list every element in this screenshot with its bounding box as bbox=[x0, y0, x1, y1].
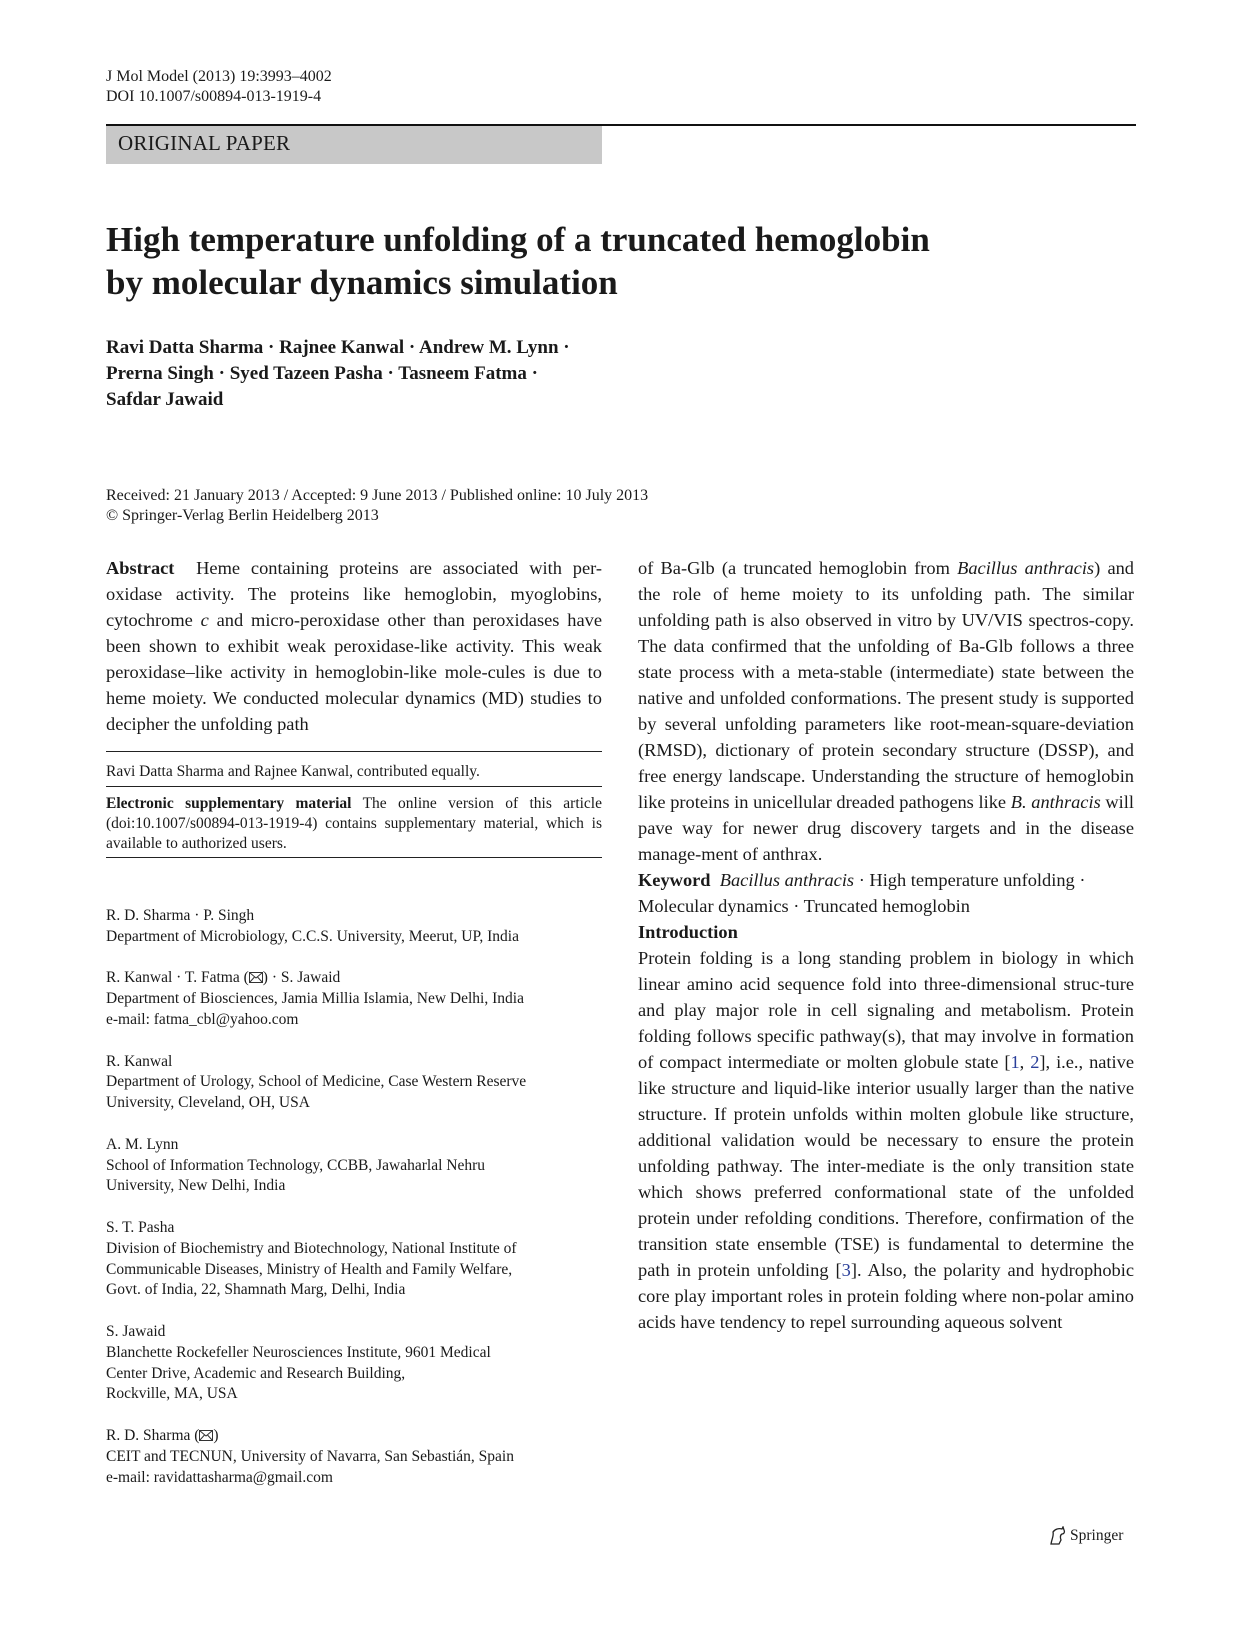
introduction-heading: Introduction bbox=[638, 922, 738, 942]
abstract-italic-c: c bbox=[200, 610, 209, 630]
affiliation-email: e-mail: ravidattasharma@gmail.com bbox=[106, 1468, 333, 1486]
affiliation-line: Rockville, MA, USA bbox=[106, 1385, 238, 1403]
affiliation-names-pre: R. D. Sharma ( bbox=[106, 1426, 200, 1444]
publisher-name: Springer bbox=[1070, 1527, 1124, 1544]
abstract-right-text-1: of Ba-Glb (a truncated hemoglobin from bbox=[638, 558, 958, 578]
abstract-right-italic-2: B. anthracis bbox=[1010, 792, 1101, 812]
citation-link-3[interactable]: 3 bbox=[841, 1260, 851, 1280]
affiliation-names: R. Kanwal bbox=[106, 1052, 173, 1070]
affiliation-item bbox=[106, 968, 602, 1030]
abstract-right-italic-1: Bacillus anthracis bbox=[957, 558, 1095, 578]
author-list bbox=[106, 335, 746, 413]
contribution-note: Ravi Datta Sharma and Rajnee Kanwal, contributed equally. bbox=[106, 763, 480, 780]
authors-line-3: Safdar Jawaid bbox=[106, 389, 224, 410]
affiliation-item bbox=[106, 1322, 602, 1405]
publisher-logo bbox=[1048, 1526, 1123, 1546]
affiliation-item bbox=[106, 1135, 602, 1197]
affiliation-names-post: ) bbox=[213, 1426, 219, 1444]
affiliation-line: School of Information Technology, CCBB, Jawaharlal Nehru bbox=[106, 1156, 486, 1174]
publication-dates bbox=[106, 486, 1006, 526]
history-line: Received: 21 January 2013 / Accepted: 9 June 2013 / Published online: 10 July 2013 bbox=[106, 487, 649, 504]
keyword-rest-1: · High temperature unfolding · bbox=[854, 870, 1086, 890]
right-column bbox=[638, 555, 1134, 1335]
section-label: ORIGINAL PAPER bbox=[118, 131, 291, 155]
affiliation-list bbox=[106, 906, 602, 1509]
keyword-1: Bacillus anthracis bbox=[719, 870, 855, 890]
affiliation-email: e-mail: fatma_cbl@yahoo.com bbox=[106, 1010, 299, 1028]
affiliation-item bbox=[106, 906, 602, 948]
doi-line: DOI 10.1007/s00894-013-1919-4 bbox=[106, 88, 322, 105]
affiliation-line: Blanchette Rockefeller Neurosciences Institute, 9601 Medical bbox=[106, 1343, 491, 1361]
abstract-text-2: and micro-peroxidase other than peroxidases have been shown to exhibit weak peroxidase-like activity. This weak peroxidase–like activity in hemoglobin-like mole-cules is due to heme moiety. We conducted molecular dynamics (MD) studies to decipher the unfolding path bbox=[106, 610, 602, 734]
intro-text-3: ]. Also, the polarity and hydrophobic core play important roles in protein folding where non-polar amino acids have tendency to repel surrounding aqueous solvent bbox=[638, 1260, 1134, 1332]
affiliation-line: University, Cleveland, OH, USA bbox=[106, 1094, 310, 1112]
affiliation-item bbox=[106, 1052, 602, 1114]
authors-line-1: Ravi Datta Sharma · Rajnee Kanwal · Andrew M. Lynn · bbox=[106, 337, 570, 358]
intro-text-2: ], i.e., native like structure and liquid-like interior usually larger than the native structure. If protein unfolds within molten globule like structure, additional validation would be necessary to ensure the protein unfolding pathway. The inter-mediate is the only transition state which shows preferred conformational state of the unfolded protein under refolding conditions. Therefore, confirmation of the transition state ensemble (TSE) is fundamental to determine the path in protein unfolding [ bbox=[638, 1052, 1134, 1280]
affiliation-names-pre: R. Kanwal · T. Fatma ( bbox=[106, 969, 249, 987]
affiliation-line: Govt. of India, 22, Shamnath Marg, Delhi, India bbox=[106, 1281, 406, 1299]
authors-line-2: Prerna Singh · Syed Tazeen Pasha · Tasneem Fatma · bbox=[106, 363, 538, 384]
section-label-box bbox=[106, 126, 602, 164]
abstract-text-1: Heme containing proteins are associated with per-oxidase activity. The proteins like hemoglobin, myoglobins, cytochrome bbox=[106, 558, 602, 630]
abstract-right-text-3: will pave way for newer drug discovery targets and in the disease manage-ment of anthrax. bbox=[638, 792, 1135, 864]
citation-link-2[interactable]: 2 bbox=[1030, 1052, 1040, 1072]
affiliation-names-post: ) · S. Jawaid bbox=[262, 969, 341, 987]
envelope-icon bbox=[199, 1430, 213, 1441]
footnote-rule-1 bbox=[106, 751, 602, 752]
title-line-2: by molecular dynamics simulation bbox=[106, 263, 618, 302]
affiliation-line: CEIT and TECNUN, University of Navarra, San Sebastián, Spain bbox=[106, 1447, 514, 1465]
footnote-rule-3 bbox=[106, 857, 602, 858]
abstract-paragraph bbox=[106, 555, 602, 737]
footnote-rule-2 bbox=[106, 786, 602, 787]
affiliation-line: University, New Delhi, India bbox=[106, 1177, 286, 1195]
affiliation-names bbox=[106, 968, 602, 989]
envelope-icon bbox=[249, 972, 263, 983]
journal-citation bbox=[106, 67, 332, 107]
affiliation-names: R. D. Sharma · P. Singh bbox=[106, 907, 255, 924]
affiliation-line: Department of Biosciences, Jamia Millia Islamia, New Delhi, India bbox=[106, 990, 524, 1008]
intro-text-1: Protein folding is a long standing problem in biology in which linear amino acid sequence fold into three-dimensional struc-ture and play major role in cell signaling and metabolism. Protein folding follows specific pathway(s), that may involve in formation of compact intermediate or molten globule state [ bbox=[638, 948, 1134, 1072]
title-line-1: High temperature unfolding of a truncated hemoglobin bbox=[106, 220, 930, 259]
keywords bbox=[638, 867, 1134, 919]
keyword-rest-2: Molecular dynamics · Truncated hemoglobin bbox=[638, 896, 970, 916]
affiliation-item bbox=[106, 1426, 602, 1488]
paper-title bbox=[106, 218, 1066, 304]
esm-note bbox=[106, 794, 602, 854]
affiliation-line: Department of Urology, School of Medicine, Case Western Reserve bbox=[106, 1073, 527, 1091]
affiliation-names bbox=[106, 1426, 602, 1447]
intro-comma: , bbox=[1019, 1052, 1031, 1072]
affiliation-line: Department of Microbiology, C.C.S. University, Meerut, UP, India bbox=[106, 927, 519, 945]
abstract-right-text-2: ) and the role of heme moiety to its unfolding path. The similar unfolding path is also observed in vitro by UV/VIS spectros-copy. The data confirmed that the unfolding of Ba-Glb follows a three state process with a meta-stable (intermediate) state between the native and unfolded conformations. The present study is supported by several unfolding parameters like root-mean-square-deviation (RMSD), dictionary of protein secondary structure (DSSP), and free energy landscape. Understanding the structure of hemoglobin like proteins in unicellular dreaded pathogens like bbox=[638, 558, 1134, 812]
introduction-paragraph bbox=[638, 945, 1134, 1335]
esm-text: The online version of this article (doi:10.1007/s00894-013-1919-4) contains supplementary material, which is available to authorized users. bbox=[106, 795, 602, 852]
affiliation-names: S. Jawaid bbox=[106, 1322, 166, 1340]
springer-horse-icon bbox=[1048, 1526, 1066, 1546]
affiliation-line: Communicable Diseases, Ministry of Health and Family Welfare, bbox=[106, 1260, 513, 1278]
copyright-line: © Springer-Verlag Berlin Heidelberg 2013 bbox=[106, 507, 379, 524]
affiliation-line: Center Drive, Academic and Research Building, bbox=[106, 1364, 406, 1382]
abstract-label: Abstract bbox=[106, 558, 175, 578]
journal-line: J Mol Model (2013) 19:3993–4002 bbox=[106, 68, 332, 85]
affiliation-line: Division of Biochemistry and Biotechnology, National Institute of bbox=[106, 1239, 517, 1257]
affiliation-names: A. M. Lynn bbox=[106, 1135, 179, 1153]
citation-link-1[interactable]: 1 bbox=[1010, 1052, 1020, 1072]
abstract-continuation bbox=[638, 555, 1134, 867]
affiliation-item bbox=[106, 1218, 602, 1301]
abstract-left-column bbox=[106, 555, 602, 737]
esm-label: Electronic supplementary material bbox=[106, 795, 352, 812]
keyword-label: Keyword bbox=[638, 870, 711, 890]
affiliation-names: S. T. Pasha bbox=[106, 1218, 175, 1236]
